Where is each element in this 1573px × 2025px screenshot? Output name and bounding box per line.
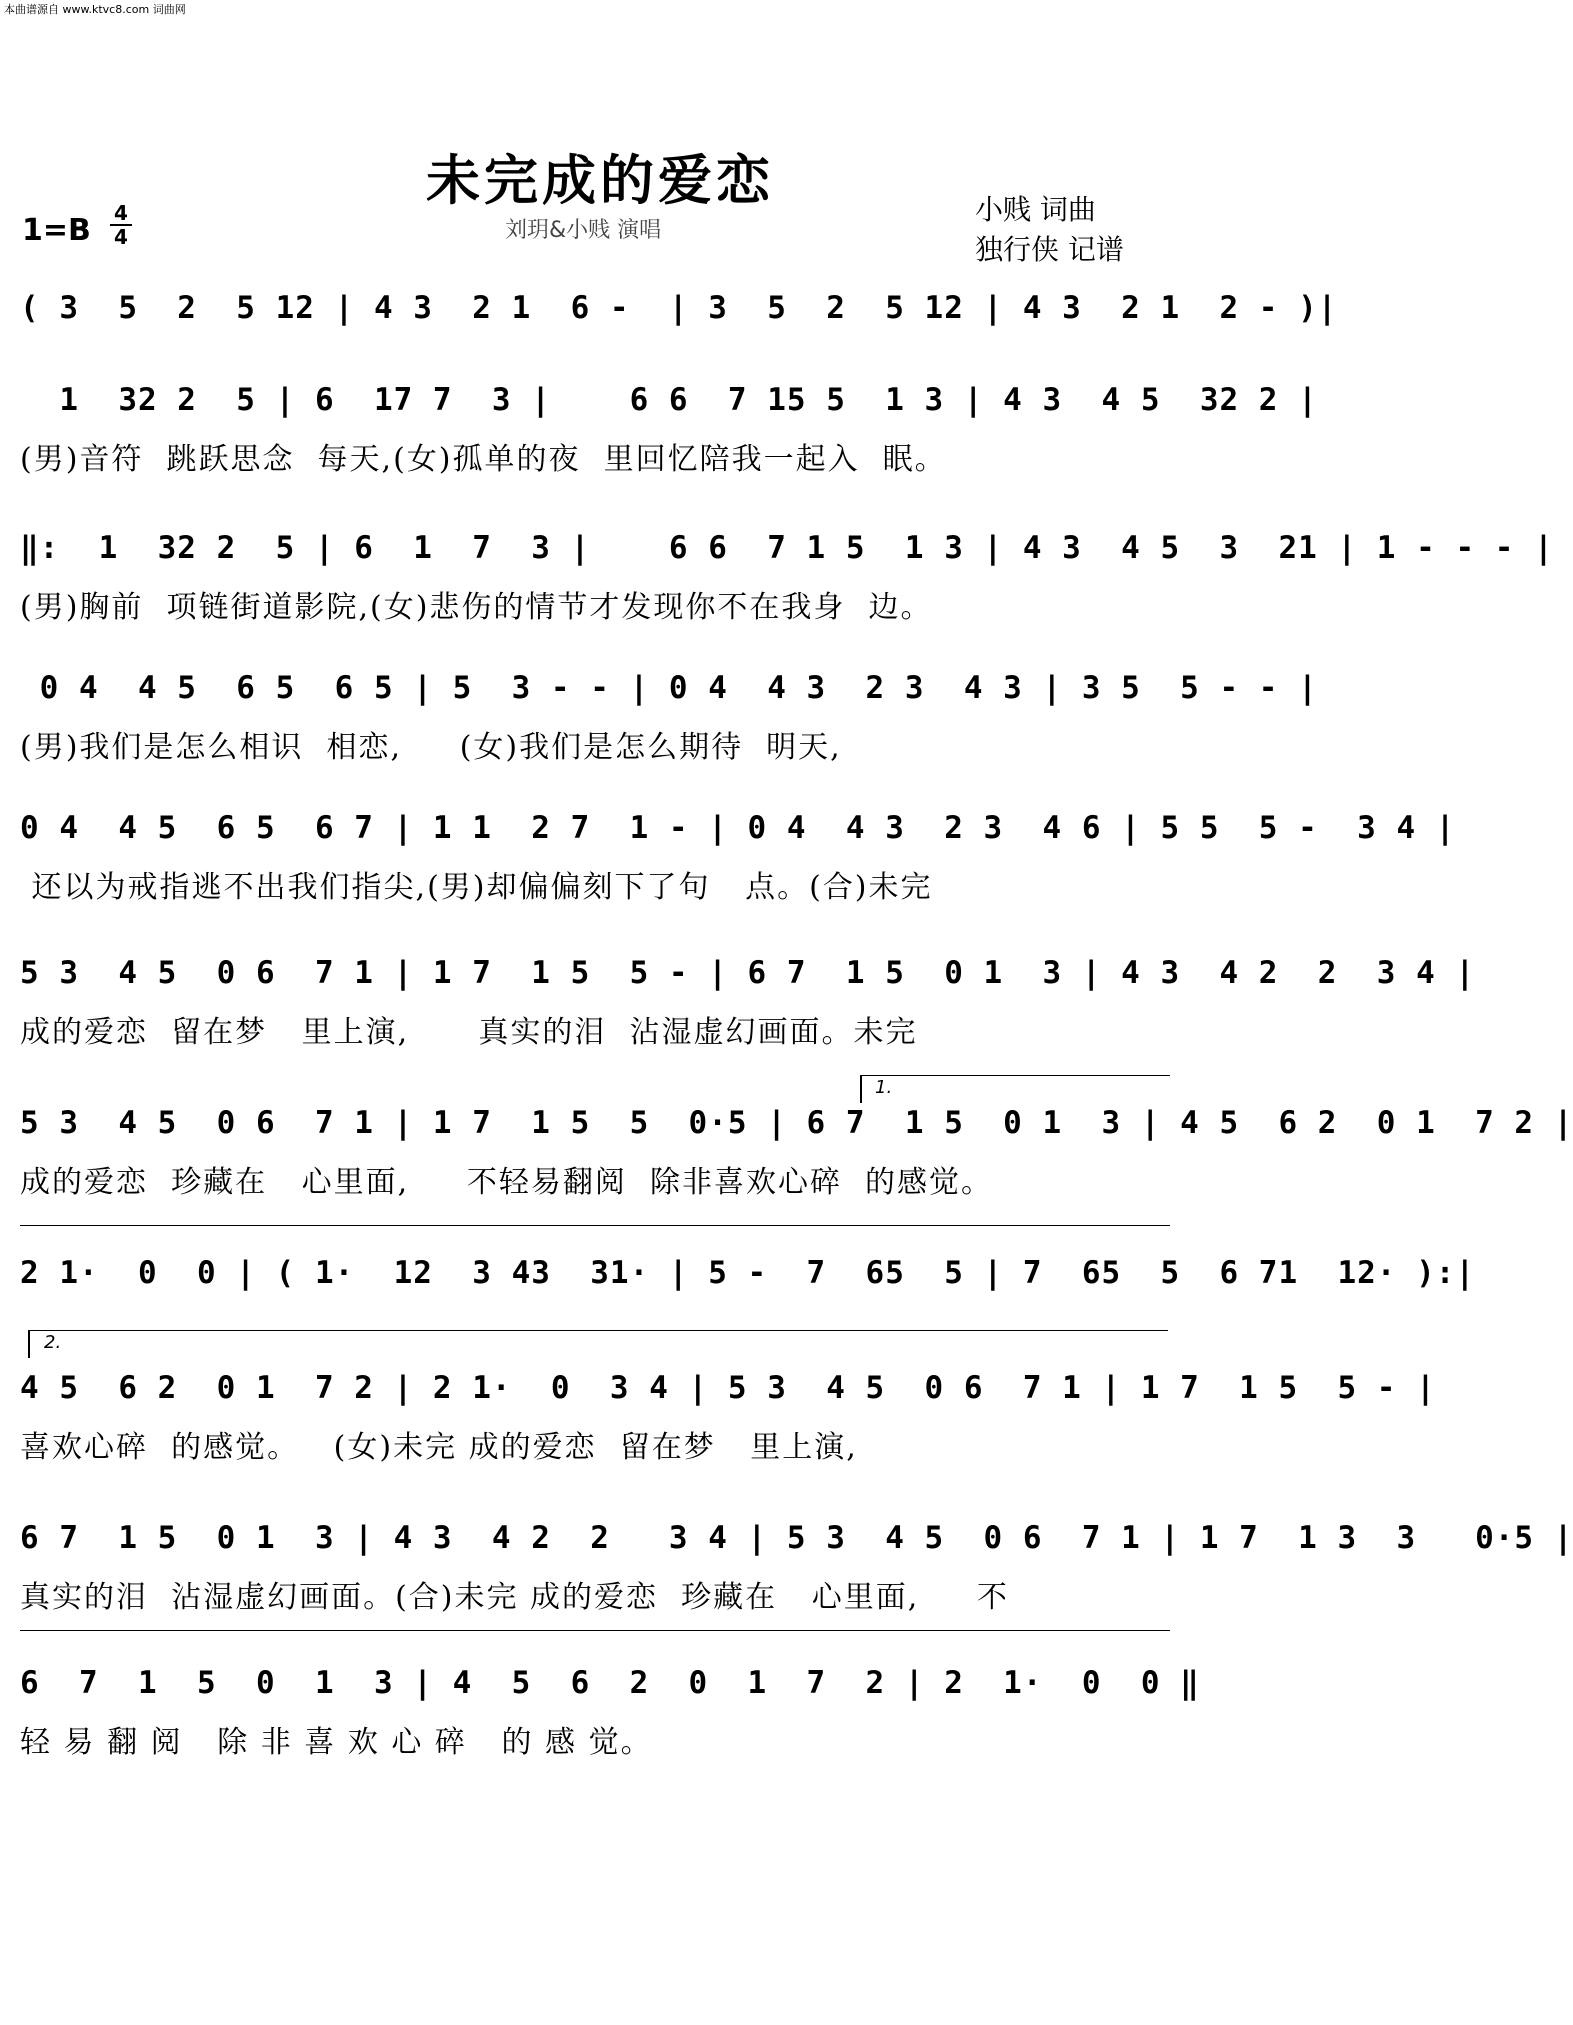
time-sig-bottom: 4	[110, 224, 132, 248]
notes-line: 5 3 4 5 0 6 7 1 | 1 7 1 5 5 - | 6 7 1 5 0 1 3 | 4 3 4 2 2 3 4 |	[20, 955, 1476, 991]
lyrics-line: 真实的泪 沾湿虚幻画面。(合)未完 成的爱恋 珍藏在 心里面, 不	[20, 1580, 1009, 1615]
credits	[975, 190, 1124, 270]
notes-line: 5 3 4 5 0 6 7 1 | 1 7 1 5 5 0·5 | 6 7 1 5 0 1 3 | 4 5 6 2 0 1 7 2 |	[20, 1105, 1573, 1141]
volta-line-2	[28, 1330, 1168, 1331]
lyrics-line: 成的爱恋 留在梦 里上演, 真实的泪 沾湿虚幻画面。未完	[20, 1015, 918, 1050]
lyrics-line: 成的爱恋 珍藏在 心里面, 不轻易翻阅 除非喜欢心碎 的感觉。	[20, 1165, 994, 1200]
volta-line-1	[860, 1075, 1170, 1076]
notes-line: 0 4 4 5 6 5 6 7 | 1 1 2 7 1 - | 0 4 4 3 2 3 4 6 | 5 5 5 - 3 4 |	[20, 810, 1456, 846]
volta-label-1: 1.	[875, 1077, 893, 1098]
lyrics-line: (男)音符 跳跃思念 每天,(女)孤单的夜 里回忆陪我一起入 眠。	[20, 442, 947, 477]
transcriber-credit: 独行侠 记谱	[975, 233, 1124, 266]
notes-line: 2 1· 0 0 | ( 1· 12 3 43 31· | 5 - 7 65 5 | 7 65 5 6 71 12· ):|	[20, 1255, 1476, 1291]
notes-line: ( 3 5 2 5 12 | 4 3 2 1 6 - | 3 5 2 5 12 | 4 3 2 1 2 - )|	[20, 290, 1338, 326]
notes-line: 6 7 1 5 0 1 3 | 4 3 4 2 2 3 4 | 5 3 4 5 0 6 7 1 | 1 7 1 3 3 0·5 |	[20, 1520, 1573, 1556]
time-signature	[110, 202, 132, 248]
lyricist-credit: 小贱 词曲	[975, 193, 1096, 226]
volta-line-continuation	[20, 1225, 1170, 1226]
volta-bracket-2	[28, 1330, 30, 1358]
key-signature: 1=B	[22, 213, 91, 248]
source-note: 本曲谱源自 www.ktvc8.com 词曲网	[4, 3, 186, 16]
lyrics-line: 轻 易 翻 阅 除 非 喜 欢 心 碎 的 感 觉。	[20, 1725, 653, 1760]
time-sig-top: 4	[114, 201, 128, 225]
system-divider	[20, 1630, 1170, 1631]
volta-label-2: 2.	[44, 1332, 62, 1353]
lyrics-line: (男)我们是怎么相识 相恋, (女)我们是怎么期待 明天,	[20, 730, 842, 765]
notes-line: 1 32 2 5 | 6 17 7 3 | 6 6 7 15 5 1 3 | 4 3 4 5 32 2 |	[20, 382, 1318, 418]
lyrics-line: 还以为戒指逃不出我们指尖,(男)却偏偏刻下了句 点。(合)未完	[20, 870, 933, 905]
notes-line: 0 4 4 5 6 5 6 5 | 5 3 - - | 0 4 4 3 2 3 4 3 | 3 5 5 - - |	[20, 670, 1318, 706]
lyrics-line: (男)胸前 项链街道影院,(女)悲伤的情节才发现你不在我身 边。	[20, 590, 933, 625]
notes-line: ‖: 1 32 2 5 | 6 1 7 3 | 6 6 7 1 5 1 3 | 4 3 4 5 3 21 | 1 - - - |	[20, 530, 1554, 566]
singers-credit: 刘玥&小贱 演唱	[505, 218, 662, 243]
lyrics-line: 喜欢心碎 的感觉。 (女)未完 成的爱恋 留在梦 里上演,	[20, 1430, 858, 1465]
notes-line: 6 7 1 5 0 1 3 | 4 5 6 2 0 1 7 2 | 2 1· 0 0 ‖	[20, 1665, 1200, 1701]
notes-line: 4 5 6 2 0 1 7 2 | 2 1· 0 3 4 | 5 3 4 5 0 6 7 1 | 1 7 1 5 5 - |	[20, 1370, 1436, 1406]
song-title: 未完成的爱恋	[426, 148, 774, 212]
volta-bracket-1	[860, 1075, 862, 1103]
